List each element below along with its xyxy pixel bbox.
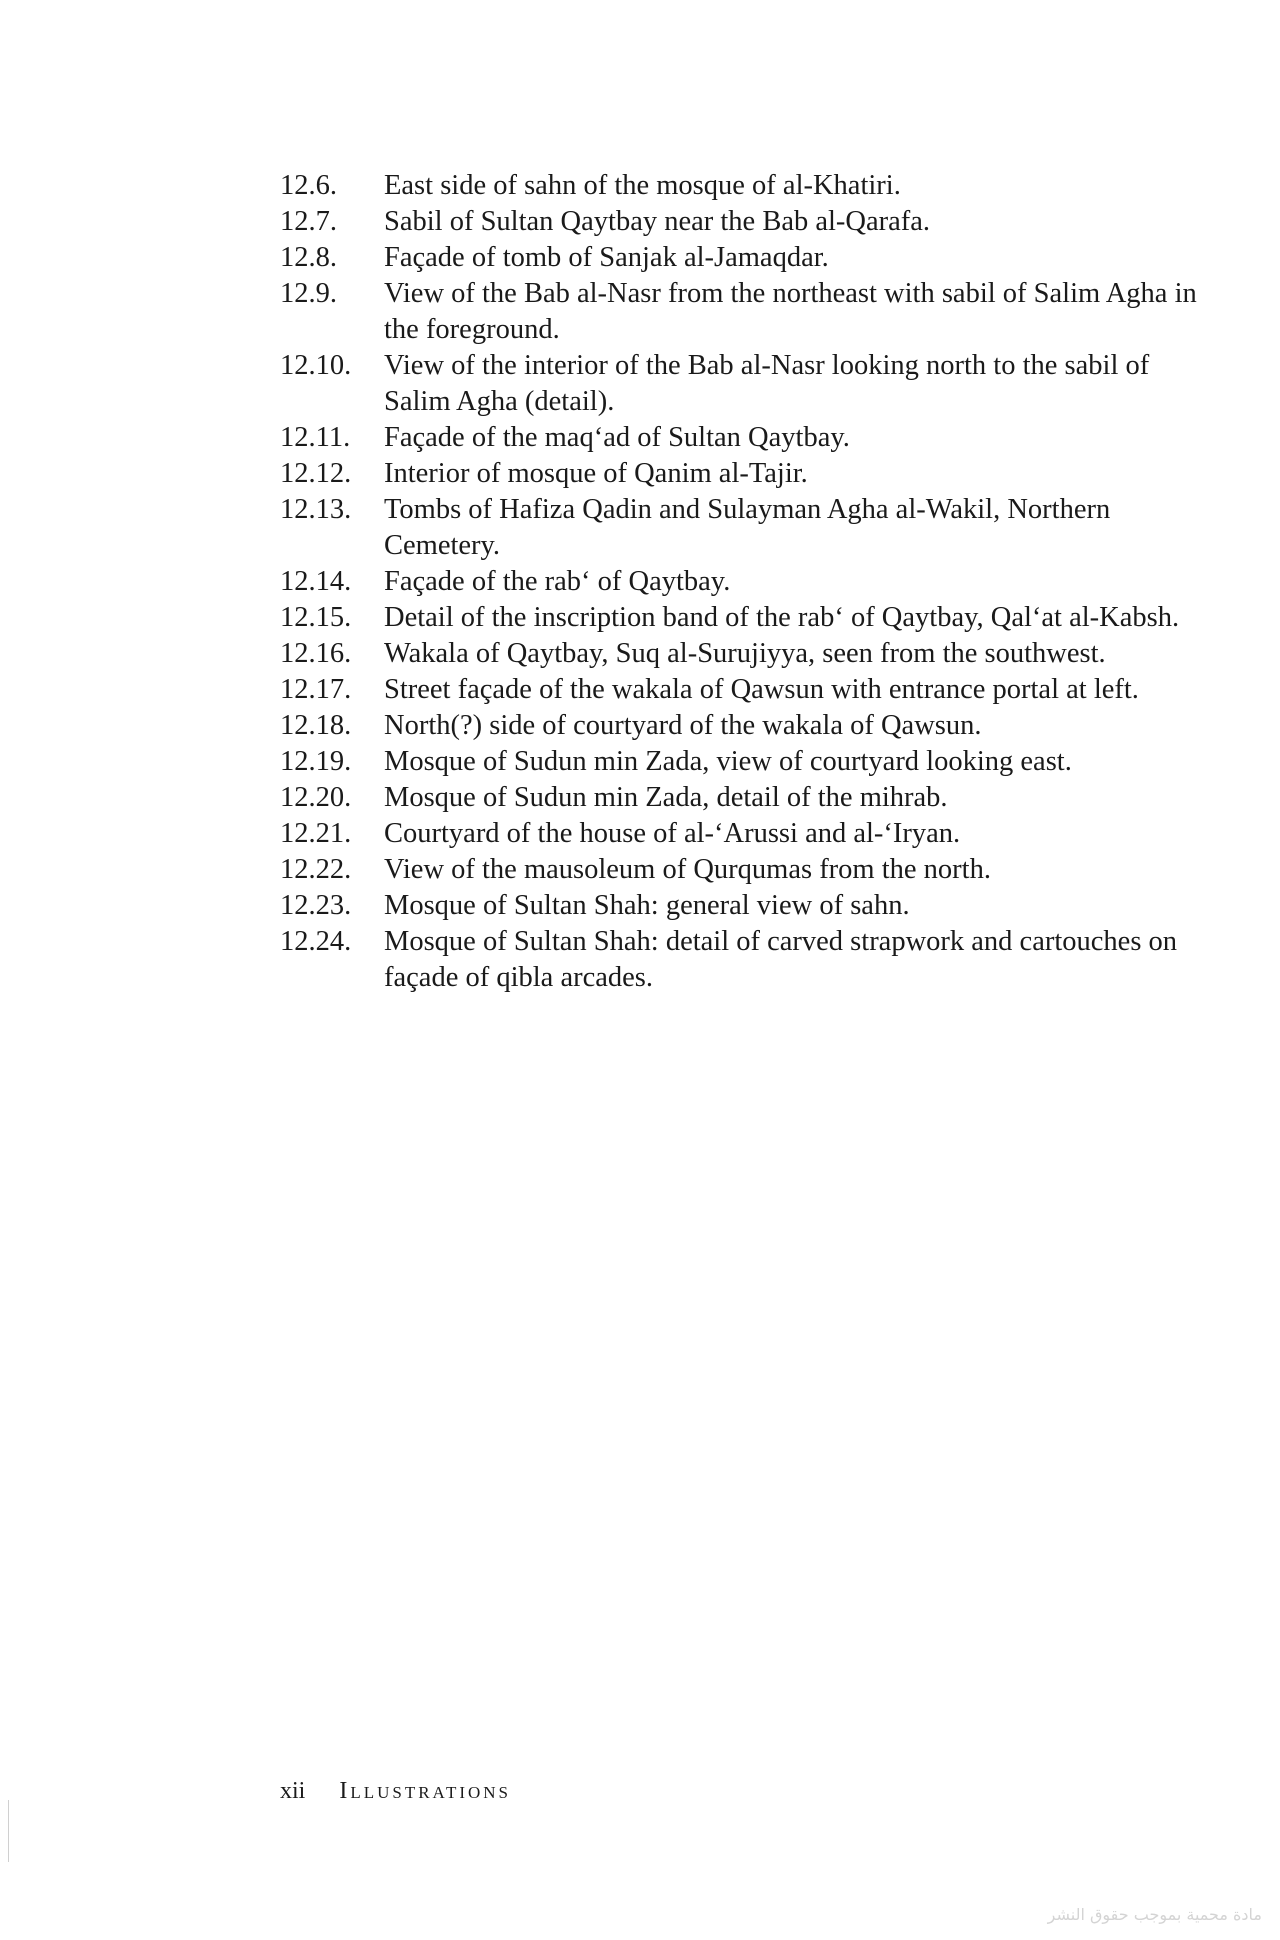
illustration-number: 12.19. [280, 746, 352, 777]
illustration-entry [280, 708, 1210, 744]
illustration-caption: Mosque of Sudun min Zada, view of courtyard looking east. [384, 746, 1072, 777]
running-head: Illustrations [339, 1778, 512, 1804]
illustration-number: 12.8. [280, 242, 337, 273]
illustration-number: 12.17. [280, 674, 352, 705]
illustration-caption: East side of sahn of the mosque of al-Khatiri. [384, 170, 901, 201]
illustration-number: 12.10. [280, 350, 352, 381]
illustration-entry [280, 420, 1210, 456]
illustration-entry [280, 600, 1210, 636]
illustration-number: 12.15. [280, 602, 352, 633]
illustration-number: 12.11. [280, 422, 351, 453]
illustration-caption: Sabil of Sultan Qaytbay near the Bab al-Qarafa. [384, 206, 931, 237]
illustration-entry [280, 168, 1210, 204]
illustration-number: 12.7. [280, 206, 337, 237]
copyright-watermark: مادة محمية بموجب حقوق النشر [1047, 1905, 1262, 1924]
illustration-entry [280, 924, 1210, 996]
illustration-entry [280, 348, 1210, 420]
illustration-caption: Wakala of Qaytbay, Suq al-Surujiyya, seen from the southwest. [384, 638, 1106, 669]
illustration-caption: Façade of the rab‘ of Qaytbay. [384, 566, 731, 597]
illustration-caption: View of the Bab al-Nasr from the northeast with sabil of Salim Agha in the foreground. [384, 278, 1197, 345]
illustration-caption: Façade of tomb of Sanjak al-Jamaqdar. [384, 242, 829, 273]
illustration-entry [280, 492, 1210, 564]
illustration-entry [280, 888, 1210, 924]
illustration-caption: Street façade of the wakala of Qawsun with entrance portal at left. [384, 674, 1139, 705]
illustration-entry [280, 852, 1210, 888]
illustration-caption: North(?) side of courtyard of the wakala of Qawsun. [384, 710, 982, 741]
illustration-entry [280, 204, 1210, 240]
illustration-number: 12.18. [280, 710, 352, 741]
illustration-caption: View of the interior of the Bab al-Nasr looking north to the sabil of Salim Agha (detail). [384, 350, 1150, 417]
illustration-number: 12.23. [280, 890, 352, 921]
illustration-entry [280, 240, 1210, 276]
illustration-entry [280, 816, 1210, 852]
illustration-number: 12.24. [280, 926, 352, 957]
illustration-caption: Façade of the maq‘ad of Sultan Qaytbay. [384, 422, 850, 453]
illustration-caption: View of the mausoleum of Qurqumas from the north. [384, 854, 991, 885]
illustration-entry [280, 672, 1210, 708]
illustration-caption: Detail of the inscription band of the rab‘ of Qaytbay, Qal‘at al-Kabsh. [384, 602, 1180, 633]
illustration-entry [280, 744, 1210, 780]
illustration-caption: Mosque of Sultan Shah: general view of sahn. [384, 890, 910, 921]
illustration-entry [280, 456, 1210, 492]
illustration-caption: Tombs of Hafiza Qadin and Sulayman Agha al-Wakil, Northern Cemetery. [384, 494, 1111, 561]
scan-edge-line [8, 1800, 9, 1862]
page-number: xii [280, 1778, 306, 1804]
illustration-caption: Mosque of Sultan Shah: detail of carved strapwork and cartouches on façade of qibla arcades. [384, 926, 1178, 993]
illustration-entry [280, 780, 1210, 816]
illustration-number: 12.22. [280, 854, 352, 885]
illustration-number: 12.6. [280, 170, 337, 201]
illustration-entry [280, 276, 1210, 348]
page-footer [280, 1776, 511, 1806]
illustration-caption: Interior of mosque of Qanim al-Tajir. [384, 458, 808, 489]
illustration-caption: Mosque of Sudun min Zada, detail of the mihrab. [384, 782, 948, 813]
illustration-number: 12.12. [280, 458, 352, 489]
illustration-number: 12.20. [280, 782, 352, 813]
illustrations-list [280, 168, 1210, 996]
illustration-number: 12.14. [280, 566, 352, 597]
illustration-number: 12.16. [280, 638, 352, 669]
illustration-number: 12.21. [280, 818, 352, 849]
illustration-number: 12.9. [280, 278, 337, 309]
illustration-entry [280, 636, 1210, 672]
illustration-number: 12.13. [280, 494, 352, 525]
illustration-entry [280, 564, 1210, 600]
illustration-caption: Courtyard of the house of al-‘Arussi and al-‘Iryan. [384, 818, 961, 849]
